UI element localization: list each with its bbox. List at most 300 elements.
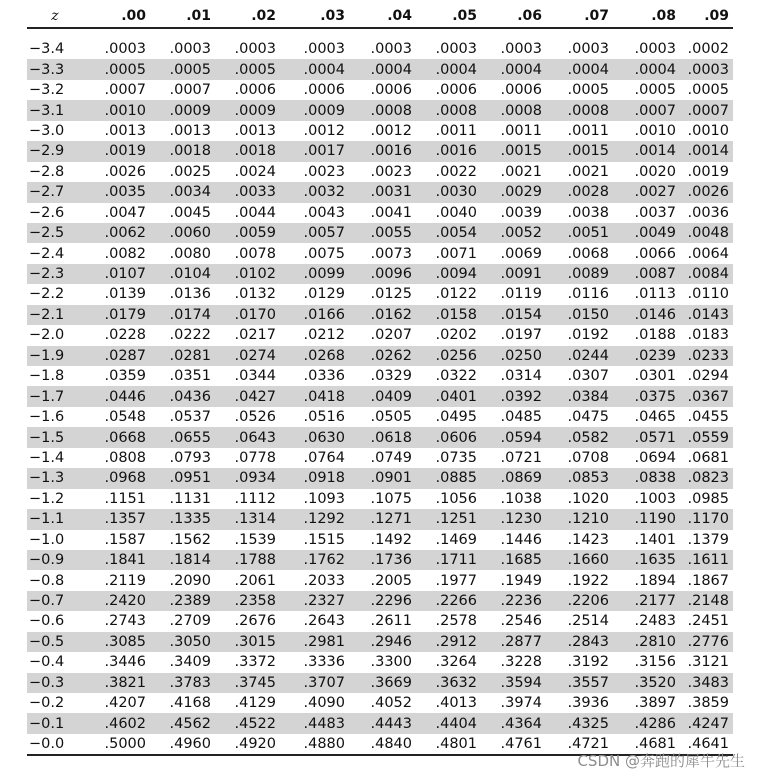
probability-cell: .0039 bbox=[500, 204, 542, 221]
probability-cell: .0409 bbox=[349, 386, 416, 406]
probability-cell: .1685 bbox=[481, 550, 546, 570]
probability-cell: .4207 bbox=[104, 695, 146, 712]
probability-cell: .3821 bbox=[83, 673, 150, 693]
probability-cell: .3372 bbox=[234, 654, 276, 671]
table-row bbox=[27, 652, 733, 672]
probability-cell: .0015 bbox=[481, 141, 546, 161]
probability-cell: .0029 bbox=[481, 182, 546, 202]
z-table-container bbox=[27, 4, 733, 756]
probability-cell: .1190 bbox=[613, 509, 680, 529]
probability-cell: .0033 bbox=[215, 182, 280, 202]
probability-cell: .1762 bbox=[280, 550, 349, 570]
probability-cell: .3264 bbox=[435, 654, 477, 671]
column-header: .07 bbox=[546, 4, 613, 28]
table-row bbox=[27, 141, 733, 161]
probability-cell: .0143 bbox=[680, 305, 733, 325]
probability-cell: .0059 bbox=[215, 223, 280, 243]
probability-cell: .0808 bbox=[104, 449, 146, 466]
probability-cell: .0025 bbox=[169, 163, 211, 180]
probability-cell: .3632 bbox=[416, 673, 481, 693]
table-row bbox=[27, 468, 733, 488]
probability-cell: .0013 bbox=[104, 122, 146, 139]
probability-cell: .4602 bbox=[83, 713, 150, 733]
z-value-cell: −0.6 bbox=[29, 613, 65, 630]
table-row bbox=[27, 121, 733, 141]
column-header: .06 bbox=[481, 4, 546, 28]
probability-cell: .4364 bbox=[481, 713, 546, 733]
probability-cell: .2912 bbox=[416, 632, 481, 652]
probability-cell: .0694 bbox=[634, 449, 676, 466]
column-header: .04 bbox=[349, 4, 416, 28]
probability-cell: .2033 bbox=[303, 572, 345, 589]
probability-cell: .0418 bbox=[280, 386, 349, 406]
z-value-cell: −1.3 bbox=[27, 468, 83, 488]
probability-cell: .2005 bbox=[370, 572, 412, 589]
probability-cell: .0154 bbox=[481, 305, 546, 325]
probability-cell: .0003 bbox=[104, 41, 146, 58]
table-row bbox=[27, 284, 733, 304]
probability-cell: .1357 bbox=[83, 509, 150, 529]
probability-cell: .2236 bbox=[481, 591, 546, 611]
z-value-cell: −1.8 bbox=[29, 368, 65, 385]
probability-cell: .1469 bbox=[435, 531, 477, 548]
probability-cell: .0037 bbox=[634, 204, 676, 221]
probability-cell: .0359 bbox=[104, 368, 146, 385]
probability-cell: .0505 bbox=[370, 409, 412, 426]
table-row bbox=[27, 713, 733, 733]
probability-cell: .0032 bbox=[280, 182, 349, 202]
z-value-cell: −1.6 bbox=[29, 409, 65, 426]
probability-cell: .1003 bbox=[634, 490, 676, 507]
z-value-cell: −0.9 bbox=[27, 550, 83, 570]
probability-cell: .0708 bbox=[567, 449, 609, 466]
probability-cell: .0294 bbox=[687, 368, 729, 385]
probability-cell: .0048 bbox=[680, 223, 733, 243]
z-value-cell: −2.6 bbox=[29, 204, 65, 221]
z-value-cell: −2.0 bbox=[29, 327, 65, 344]
z-value-cell: −0.7 bbox=[27, 591, 83, 611]
probability-cell: .3085 bbox=[83, 632, 150, 652]
probability-cell: .0040 bbox=[435, 204, 477, 221]
probability-cell: .3669 bbox=[349, 673, 416, 693]
probability-cell: .0202 bbox=[435, 327, 477, 344]
table-row bbox=[27, 80, 733, 100]
probability-cell: .0630 bbox=[280, 427, 349, 447]
z-value-cell: −2.7 bbox=[27, 182, 83, 202]
probability-cell: .0062 bbox=[83, 223, 150, 243]
probability-cell: .0014 bbox=[680, 141, 733, 161]
probability-cell: .1867 bbox=[687, 572, 729, 589]
table-row bbox=[27, 693, 733, 713]
probability-cell: .0008 bbox=[481, 100, 546, 120]
probability-cell: .0007 bbox=[613, 100, 680, 120]
probability-cell: .2090 bbox=[169, 572, 211, 589]
probability-cell: .0823 bbox=[680, 468, 733, 488]
z-value-cell: −3.2 bbox=[29, 82, 65, 99]
probability-cell: .3015 bbox=[215, 632, 280, 652]
probability-cell: .0006 bbox=[303, 82, 345, 99]
table-row bbox=[27, 366, 733, 386]
probability-cell: .0022 bbox=[435, 163, 477, 180]
probability-cell: .4443 bbox=[349, 713, 416, 733]
probability-cell: .0869 bbox=[481, 468, 546, 488]
probability-cell: .0256 bbox=[416, 346, 481, 366]
probability-cell: .3783 bbox=[150, 673, 215, 693]
z-value-cell: −1.1 bbox=[27, 509, 83, 529]
probability-cell: .1230 bbox=[481, 509, 546, 529]
probability-cell: .0268 bbox=[280, 346, 349, 366]
probability-cell: .0003 bbox=[567, 41, 609, 58]
probability-cell: .1131 bbox=[169, 490, 211, 507]
probability-cell: .0027 bbox=[613, 182, 680, 202]
probability-cell: .2119 bbox=[104, 572, 146, 589]
probability-cell: .0681 bbox=[687, 449, 729, 466]
probability-cell: .4880 bbox=[280, 734, 349, 755]
probability-cell: .0034 bbox=[150, 182, 215, 202]
probability-cell: .0087 bbox=[613, 264, 680, 284]
probability-cell: .0073 bbox=[370, 245, 412, 262]
probability-cell: .0009 bbox=[280, 100, 349, 120]
probability-cell: .1894 bbox=[634, 572, 676, 589]
probability-cell: .0606 bbox=[416, 427, 481, 447]
table-row bbox=[27, 182, 733, 202]
probability-cell: .2420 bbox=[83, 591, 150, 611]
probability-cell: .2843 bbox=[546, 632, 613, 652]
probability-cell: .0008 bbox=[416, 100, 481, 120]
probability-cell: .0594 bbox=[481, 427, 546, 447]
probability-cell: .0516 bbox=[303, 409, 345, 426]
probability-cell: .0968 bbox=[83, 468, 150, 488]
probability-cell: .1814 bbox=[150, 550, 215, 570]
probability-cell: .2483 bbox=[634, 613, 676, 630]
probability-cell: .4641 bbox=[680, 734, 733, 755]
probability-cell: .0239 bbox=[613, 346, 680, 366]
probability-cell: .0002 bbox=[687, 41, 729, 58]
probability-cell: .1562 bbox=[169, 531, 211, 548]
probability-cell: .0735 bbox=[435, 449, 477, 466]
probability-cell: .1423 bbox=[567, 531, 609, 548]
probability-cell: .0934 bbox=[215, 468, 280, 488]
probability-cell: .2676 bbox=[234, 613, 276, 630]
probability-cell: .0455 bbox=[687, 409, 729, 426]
probability-cell: .0003 bbox=[500, 41, 542, 58]
probability-cell: .0244 bbox=[546, 346, 613, 366]
column-header: .05 bbox=[416, 4, 481, 28]
probability-cell: .0217 bbox=[234, 327, 276, 344]
probability-cell: .0021 bbox=[567, 163, 609, 180]
table-row bbox=[27, 203, 733, 223]
probability-cell: .1075 bbox=[370, 490, 412, 507]
probability-cell: .0026 bbox=[680, 182, 733, 202]
table-row bbox=[27, 673, 733, 693]
column-header: .03 bbox=[280, 4, 349, 28]
probability-cell: .0192 bbox=[567, 327, 609, 344]
probability-cell: .3936 bbox=[567, 695, 609, 712]
probability-cell: .0023 bbox=[303, 163, 345, 180]
probability-cell: .0003 bbox=[303, 41, 345, 58]
probability-cell: .3974 bbox=[500, 695, 542, 712]
probability-cell: .0038 bbox=[567, 204, 609, 221]
probability-cell: .0005 bbox=[150, 59, 215, 79]
probability-cell: .0003 bbox=[234, 41, 276, 58]
probability-cell: .0089 bbox=[546, 264, 613, 284]
probability-cell: .3050 bbox=[150, 632, 215, 652]
probability-cell: .0007 bbox=[680, 100, 733, 120]
column-header: .02 bbox=[215, 4, 280, 28]
probability-cell: .2643 bbox=[303, 613, 345, 630]
probability-cell: .0228 bbox=[104, 327, 146, 344]
probability-cell: .0012 bbox=[370, 122, 412, 139]
table-row bbox=[27, 530, 733, 550]
probability-cell: .0031 bbox=[349, 182, 416, 202]
probability-cell: .2946 bbox=[349, 632, 416, 652]
probability-cell: .0465 bbox=[634, 409, 676, 426]
table-row bbox=[27, 39, 733, 59]
probability-cell: .0136 bbox=[169, 286, 211, 303]
probability-cell: .1736 bbox=[349, 550, 416, 570]
probability-cell: .0526 bbox=[234, 409, 276, 426]
probability-cell: .0080 bbox=[169, 245, 211, 262]
probability-cell: .0068 bbox=[567, 245, 609, 262]
probability-cell: .3121 bbox=[687, 654, 729, 671]
probability-cell: .0838 bbox=[613, 468, 680, 488]
probability-cell: .0212 bbox=[303, 327, 345, 344]
probability-cell: .0274 bbox=[215, 346, 280, 366]
probability-cell: .0017 bbox=[280, 141, 349, 161]
probability-cell: .2389 bbox=[150, 591, 215, 611]
probability-cell: .2877 bbox=[481, 632, 546, 652]
z-value-cell: −0.2 bbox=[29, 695, 65, 712]
watermark: CSDN @奔跑的犀牛先生 bbox=[577, 752, 745, 770]
probability-cell: .0132 bbox=[234, 286, 276, 303]
probability-cell: .0197 bbox=[500, 327, 542, 344]
table-row bbox=[27, 448, 733, 468]
z-value-cell: −1.9 bbox=[27, 346, 83, 366]
probability-cell: .1401 bbox=[634, 531, 676, 548]
header-spacer bbox=[27, 28, 733, 39]
table-row bbox=[27, 243, 733, 263]
probability-cell: .0668 bbox=[83, 427, 150, 447]
probability-cell: .0036 bbox=[687, 204, 729, 221]
probability-cell: .0281 bbox=[150, 346, 215, 366]
probability-cell: .0107 bbox=[83, 264, 150, 284]
probability-cell: .0146 bbox=[613, 305, 680, 325]
probability-cell: .0571 bbox=[613, 427, 680, 447]
probability-cell: .0287 bbox=[83, 346, 150, 366]
probability-cell: .0344 bbox=[234, 368, 276, 385]
probability-cell: .0005 bbox=[634, 82, 676, 99]
table-row bbox=[27, 346, 733, 366]
probability-cell: .1492 bbox=[370, 531, 412, 548]
z-value-cell: −3.3 bbox=[27, 59, 83, 79]
probability-cell: .0104 bbox=[150, 264, 215, 284]
probability-cell: .2709 bbox=[169, 613, 211, 630]
probability-cell: .0009 bbox=[150, 100, 215, 120]
z-value-cell: −0.4 bbox=[29, 654, 65, 671]
probability-cell: .4325 bbox=[546, 713, 613, 733]
probability-cell: .0007 bbox=[104, 82, 146, 99]
probability-cell: .0008 bbox=[349, 100, 416, 120]
probability-cell: .2810 bbox=[613, 632, 680, 652]
probability-cell: .0094 bbox=[416, 264, 481, 284]
probability-cell: .2266 bbox=[416, 591, 481, 611]
table-row bbox=[27, 570, 733, 590]
probability-cell: .4090 bbox=[303, 695, 345, 712]
probability-cell: .0918 bbox=[280, 468, 349, 488]
probability-cell: .4052 bbox=[370, 695, 412, 712]
probability-cell: .0012 bbox=[303, 122, 345, 139]
table-row bbox=[27, 386, 733, 406]
probability-cell: .0329 bbox=[370, 368, 412, 385]
probability-cell: .2061 bbox=[234, 572, 276, 589]
probability-cell: .0351 bbox=[169, 368, 211, 385]
probability-cell: .3446 bbox=[104, 654, 146, 671]
probability-cell: .0122 bbox=[435, 286, 477, 303]
probability-cell: .0301 bbox=[634, 368, 676, 385]
probability-cell: .1841 bbox=[83, 550, 150, 570]
probability-cell: .4920 bbox=[215, 734, 280, 755]
probability-cell: .2981 bbox=[280, 632, 349, 652]
table-row bbox=[27, 223, 733, 243]
z-value-cell: −2.5 bbox=[27, 223, 83, 243]
probability-cell: .0004 bbox=[349, 59, 416, 79]
probability-cell: .0084 bbox=[680, 264, 733, 284]
probability-cell: .2546 bbox=[500, 613, 542, 630]
probability-cell: .0041 bbox=[370, 204, 412, 221]
probability-cell: .0011 bbox=[435, 122, 477, 139]
probability-cell: .0793 bbox=[169, 449, 211, 466]
probability-cell: .0113 bbox=[634, 286, 676, 303]
probability-cell: .1271 bbox=[349, 509, 416, 529]
z-value-cell: −2.9 bbox=[27, 141, 83, 161]
probability-cell: .1446 bbox=[500, 531, 542, 548]
probability-cell: .0003 bbox=[169, 41, 211, 58]
probability-cell: .4721 bbox=[546, 734, 613, 755]
z-value-cell: −3.4 bbox=[29, 41, 65, 58]
probability-cell: .2206 bbox=[546, 591, 613, 611]
table-row bbox=[27, 427, 733, 447]
probability-cell: .0475 bbox=[567, 409, 609, 426]
z-value-cell: −2.1 bbox=[27, 305, 83, 325]
probability-cell: .0174 bbox=[150, 305, 215, 325]
probability-cell: .0060 bbox=[150, 223, 215, 243]
probability-cell: .0018 bbox=[150, 141, 215, 161]
probability-cell: .0052 bbox=[481, 223, 546, 243]
probability-cell: .0384 bbox=[546, 386, 613, 406]
probability-cell: .0162 bbox=[349, 305, 416, 325]
probability-cell: .4168 bbox=[169, 695, 211, 712]
probability-cell: .0003 bbox=[634, 41, 676, 58]
probability-cell: .0951 bbox=[150, 468, 215, 488]
probability-cell: .0066 bbox=[634, 245, 676, 262]
probability-cell: .0028 bbox=[546, 182, 613, 202]
table-row bbox=[27, 305, 733, 325]
z-value-cell: −1.4 bbox=[29, 449, 65, 466]
probability-cell: .0778 bbox=[234, 449, 276, 466]
probability-cell: .0183 bbox=[687, 327, 729, 344]
probability-cell: .0099 bbox=[280, 264, 349, 284]
z-value-cell: −0.5 bbox=[27, 632, 83, 652]
probability-cell: .0006 bbox=[370, 82, 412, 99]
z-column-header: z bbox=[27, 4, 83, 28]
probability-cell: .0885 bbox=[416, 468, 481, 488]
probability-cell: .0548 bbox=[104, 409, 146, 426]
probability-cell: .2177 bbox=[613, 591, 680, 611]
probability-cell: .4801 bbox=[416, 734, 481, 755]
probability-cell: .4129 bbox=[234, 695, 276, 712]
probability-cell: .1977 bbox=[435, 572, 477, 589]
probability-cell: .0853 bbox=[546, 468, 613, 488]
column-header: .08 bbox=[613, 4, 680, 28]
probability-cell: .0030 bbox=[416, 182, 481, 202]
probability-cell: .0009 bbox=[215, 100, 280, 120]
probability-cell: .0314 bbox=[500, 368, 542, 385]
probability-cell: .4483 bbox=[280, 713, 349, 733]
probability-cell: .0035 bbox=[83, 182, 150, 202]
probability-cell: .0436 bbox=[150, 386, 215, 406]
z-value-cell: −0.0 bbox=[27, 734, 83, 755]
z-value-cell: −3.0 bbox=[29, 122, 65, 139]
probability-cell: .0485 bbox=[500, 409, 542, 426]
probability-cell: .0495 bbox=[435, 409, 477, 426]
probability-cell: .0392 bbox=[481, 386, 546, 406]
probability-cell: .0018 bbox=[215, 141, 280, 161]
probability-cell: .0322 bbox=[435, 368, 477, 385]
probability-cell: .0082 bbox=[104, 245, 146, 262]
probability-cell: .1093 bbox=[303, 490, 345, 507]
table-row bbox=[27, 632, 733, 652]
probability-cell: .0116 bbox=[567, 286, 609, 303]
z-value-cell: −0.1 bbox=[27, 713, 83, 733]
probability-cell: .2451 bbox=[687, 613, 729, 630]
probability-cell: .0003 bbox=[435, 41, 477, 58]
table-row bbox=[27, 611, 733, 631]
probability-cell: .0016 bbox=[416, 141, 481, 161]
probability-cell: .3156 bbox=[634, 654, 676, 671]
probability-cell: .0005 bbox=[215, 59, 280, 79]
probability-cell: .0078 bbox=[234, 245, 276, 262]
probability-cell: .0011 bbox=[567, 122, 609, 139]
z-value-cell: −2.2 bbox=[29, 286, 65, 303]
probability-cell: .0901 bbox=[349, 468, 416, 488]
probability-cell: .0179 bbox=[83, 305, 150, 325]
probability-cell: .1539 bbox=[234, 531, 276, 548]
probability-cell: .1788 bbox=[215, 550, 280, 570]
probability-cell: .0021 bbox=[500, 163, 542, 180]
probability-cell: .3409 bbox=[169, 654, 211, 671]
probability-cell: .2327 bbox=[280, 591, 349, 611]
probability-cell: .4681 bbox=[613, 734, 680, 755]
probability-cell: .0096 bbox=[349, 264, 416, 284]
probability-cell: .4522 bbox=[215, 713, 280, 733]
probability-cell: .0102 bbox=[215, 264, 280, 284]
probability-cell: .0013 bbox=[234, 122, 276, 139]
probability-cell: .1515 bbox=[303, 531, 345, 548]
probability-cell: .1635 bbox=[613, 550, 680, 570]
probability-cell: .2776 bbox=[680, 632, 733, 652]
probability-cell: .2358 bbox=[215, 591, 280, 611]
probability-cell: .0004 bbox=[481, 59, 546, 79]
z-value-cell: −3.1 bbox=[27, 100, 83, 120]
probability-cell: .0150 bbox=[546, 305, 613, 325]
table-row bbox=[27, 59, 733, 79]
header-row bbox=[27, 4, 733, 28]
probability-cell: .0003 bbox=[370, 41, 412, 58]
probability-cell: .0004 bbox=[613, 59, 680, 79]
table-row bbox=[27, 591, 733, 611]
probability-cell: .0051 bbox=[546, 223, 613, 243]
probability-cell: .5000 bbox=[83, 734, 150, 755]
